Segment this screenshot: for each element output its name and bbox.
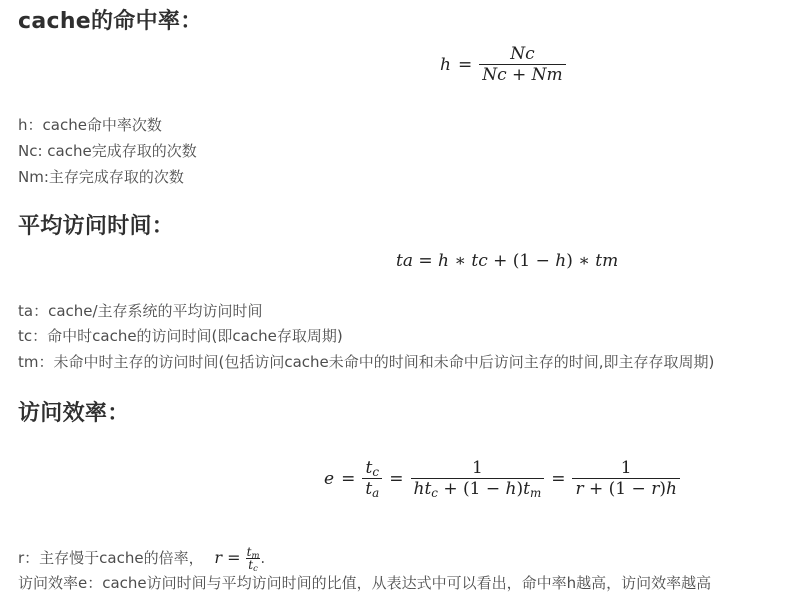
heading-avg-access-time: 平均访问时间：	[18, 214, 175, 239]
formula-r: r = $\frac{t_m}{t_c}$	[214, 545, 260, 574]
definition-nm: Nm:主存完成存取的次数	[18, 168, 184, 186]
definition-ta: ta：cache/主存系统的平均访问时间	[18, 302, 263, 320]
formula-hit-rate: h = $\frac{Nc}{Nc + Nm}$	[440, 44, 566, 85]
definition-tc: tc：命中时cache的访问时间(即cache存取周期)	[18, 327, 343, 345]
definition-r-text: r：主存慢于cache的倍率，	[18, 549, 204, 567]
definition-h: h：cache命中率次数	[18, 116, 162, 134]
heading-hit-rate: cache的命中率：	[18, 9, 203, 34]
formula-access-efficiency: e = $\frac{t_c}{t_a}$ = $\frac{1}{ht_c + (1 - h)t_m}$ = $\frac{1}{r + (1 - r)h}$	[324, 458, 680, 499]
definition-tm: tm：未命中时主存的访问时间(包括访问cache未命中的时间和未命中后访问主存的时间,即主存存取周期)	[18, 353, 715, 371]
heading-access-efficiency: 访问效率：	[18, 401, 130, 426]
definition-r	[18, 545, 266, 574]
formula-avg-access-time: ta = h ∗ tc + (1 − h) ∗ tm	[396, 251, 619, 271]
definition-nc: Nc: cache完成存取的次数	[18, 142, 197, 160]
definition-e: 访问效率e：cache访问时间与平均访问时间的比值，从表达式中可以看出，命中率h越高，访问效率越高	[18, 574, 712, 592]
definition-r-period: .	[260, 549, 266, 567]
